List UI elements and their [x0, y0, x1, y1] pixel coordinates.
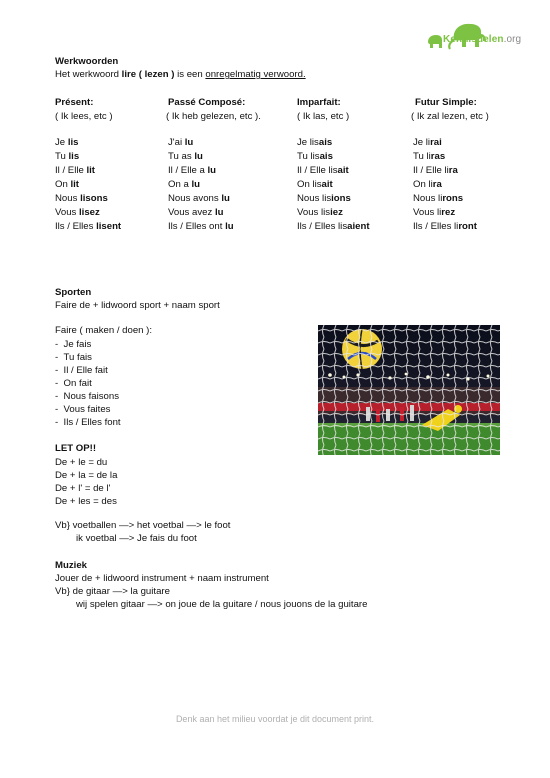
conj-row: [413, 150, 477, 164]
conjugation-futur-simple: [413, 136, 477, 234]
list-item-text: Il / Elle fait: [63, 365, 108, 376]
letop-heading: LET OP!!: [55, 443, 97, 454]
conj-ending: lis: [67, 137, 79, 148]
tense-example-futur-simple: ( Ik zal lezen, etc ): [411, 111, 489, 122]
conj-row: [55, 164, 121, 178]
soccer-photo: [318, 325, 500, 455]
conj-row: [413, 164, 477, 178]
conj-ending: lit: [70, 179, 79, 190]
conj-row: [413, 220, 477, 234]
sporten-rule: Faire de + lidwoord sport + naam sport: [55, 300, 220, 311]
intro-underlined: onregelmatig verwoord.: [205, 69, 306, 80]
conj-row: [297, 136, 370, 150]
list-item: - On fait: [55, 378, 92, 389]
list-item-text: Nous faisons: [63, 391, 119, 402]
conj-prefix: Ils / Elles: [55, 221, 97, 232]
faire-label: Faire ( maken / doen ):: [55, 325, 153, 336]
conj-ending: lisent: [96, 221, 122, 232]
conj-row: [55, 136, 121, 150]
conj-row: [168, 206, 234, 220]
conj-row: [297, 178, 370, 192]
conjugation-passe-compose: [168, 136, 234, 234]
conj-ending: aient: [347, 221, 370, 232]
footer-note: Denk aan het milieu voordat je dit document print.: [175, 714, 375, 724]
conj-ending: lu: [225, 221, 234, 232]
conj-prefix: Il / Elle: [55, 165, 87, 176]
conj-prefix: Nous avons: [168, 193, 222, 204]
logo-tld: .org: [503, 34, 522, 45]
conj-prefix: On lis: [297, 179, 322, 190]
list-item: De + les = des: [55, 496, 117, 507]
conj-prefix: On: [55, 179, 71, 190]
conj-ending: rez: [441, 207, 456, 218]
conj-ending: rons: [442, 193, 464, 204]
conj-prefix: J'ai: [168, 137, 185, 148]
list-item: De + le = du: [55, 457, 108, 468]
list-item: De + l' = de l': [55, 483, 111, 494]
tense-example-present: ( Ik lees, etc ): [55, 111, 113, 122]
conj-ending: lis: [68, 151, 80, 162]
muziek-example-2: wij spelen gitaar —> on joue de la guitare / nous jouons de la guitare: [76, 599, 368, 610]
list-item-text: Tu fais: [63, 352, 92, 363]
tense-name-passe-compose: Passé Composé:: [168, 97, 246, 108]
muziek-rule: Jouer de + lidwoord instrument + naam instrument: [55, 573, 269, 584]
conj-prefix: Tu as: [168, 151, 195, 162]
conj-prefix: Tu: [55, 151, 69, 162]
conj-prefix: Vous avez: [168, 207, 215, 218]
conj-ending: ais: [319, 151, 333, 162]
conj-ending: lu: [191, 179, 200, 190]
soccer-goal-image: [318, 325, 500, 455]
conj-prefix: Vous li: [413, 207, 442, 218]
faire-conjugation-list: [55, 338, 121, 429]
conj-ending: lisez: [79, 207, 100, 218]
conj-row: [413, 206, 477, 220]
conj-row: [297, 220, 370, 234]
intro-verb: lire ( lezen ): [121, 69, 175, 80]
intro-pre: Het werkwoord: [55, 69, 122, 80]
conj-prefix: Nous li: [413, 193, 443, 204]
conj-ending: lu: [194, 151, 203, 162]
conj-ending: ra: [432, 179, 442, 190]
conj-row: [55, 220, 121, 234]
list-item: - Je fais: [55, 339, 92, 350]
conj-prefix: Nous lis: [297, 193, 332, 204]
list-item: - Vous faites: [55, 404, 111, 415]
conj-row: [297, 164, 370, 178]
list-item: - Nous faisons: [55, 391, 119, 402]
conj-ending: ais: [318, 137, 333, 148]
conj-prefix: On li: [413, 179, 433, 190]
list-item-text: Je fais: [63, 339, 92, 350]
conj-row: [168, 164, 234, 178]
intro-mid: is een: [174, 69, 206, 80]
conjugation-present: [55, 136, 121, 234]
list-item-text: Vous faites: [63, 404, 111, 415]
muziek-heading: Muziek: [55, 560, 87, 571]
conj-prefix: Je lis: [297, 137, 319, 148]
conj-ending: ions: [331, 193, 351, 204]
conj-row: [168, 150, 234, 164]
conj-ending: iez: [330, 207, 343, 218]
conj-row: [297, 192, 370, 206]
conj-row: [168, 220, 234, 234]
conj-prefix: Il / Elle lis: [297, 165, 338, 176]
tense-name-present: Présent:: [55, 97, 94, 108]
tense-example-imparfait: ( Ik las, etc ): [297, 111, 350, 122]
sporten-heading: Sporten: [55, 287, 92, 298]
conj-prefix: Je li: [413, 137, 431, 148]
conj-prefix: On a: [168, 179, 192, 190]
conj-row: [413, 178, 477, 192]
muziek-example-1: Vb} de gitaar —> la guitare: [55, 586, 170, 597]
list-item-text: Ils / Elles font: [63, 417, 121, 428]
logo-brand: Kennisdelen: [443, 34, 504, 45]
conj-ending: ait: [321, 179, 333, 190]
conj-ending: ront: [458, 221, 477, 232]
tense-example-passe-compose: ( Ik heb gelezen, etc ).: [166, 111, 261, 122]
conj-prefix: Ils / Elles li: [413, 221, 459, 232]
conj-ending: lisons: [80, 193, 108, 204]
conj-ending: ait: [337, 165, 349, 176]
conj-ending: lu: [207, 165, 216, 176]
conjugation-imparfait: [297, 136, 370, 234]
list-item: - Il / Elle fait: [55, 365, 108, 376]
logo-text: [443, 34, 521, 45]
conj-prefix: Il / Elle li: [413, 165, 449, 176]
conj-ending: lu: [184, 137, 194, 148]
conj-prefix: Tu lis: [297, 151, 320, 162]
conj-row: [297, 206, 370, 220]
conj-prefix: Il / Elle a: [168, 165, 208, 176]
conj-row: [413, 192, 477, 206]
conj-ending: rai: [430, 137, 442, 148]
conj-prefix: Ils / Elles ont: [168, 221, 226, 232]
conj-row: [55, 150, 121, 164]
conj-ending: lu: [221, 193, 230, 204]
conj-row: [55, 178, 121, 192]
conj-prefix: Vous: [55, 207, 80, 218]
list-item-text: On fait: [63, 378, 92, 389]
conj-ending: lit: [86, 165, 95, 176]
conj-row: [413, 136, 477, 150]
sporten-example-1: Vb} voetballen —> het voetbal —> le foot: [55, 520, 231, 531]
conj-row: [55, 206, 121, 220]
conj-row: [168, 192, 234, 206]
werkwoorden-intro: [55, 69, 306, 81]
conj-row: [297, 150, 370, 164]
conj-ending: lu: [214, 207, 224, 218]
conj-row: [55, 192, 121, 206]
list-item: - Tu fais: [55, 352, 92, 363]
conj-prefix: Je: [55, 137, 68, 148]
sporten-example-2: ik voetbal —> Je fais du foot: [76, 533, 197, 544]
conj-prefix: Vous lis: [297, 207, 331, 218]
conj-ending: ra: [448, 165, 458, 176]
conj-prefix: Nous: [55, 193, 81, 204]
tense-name-futur-simple: Futur Simple:: [415, 97, 477, 108]
tense-name-imparfait: Imparfait:: [297, 97, 341, 108]
contractions-list: [55, 456, 117, 508]
conj-prefix: Ils / Elles lis: [297, 221, 348, 232]
list-item: - Ils / Elles font: [55, 417, 121, 428]
conj-row: [168, 178, 234, 192]
list-item: De + la = de la: [55, 470, 118, 481]
werkwoorden-heading: Werkwoorden: [55, 56, 119, 67]
conj-ending: ras: [430, 151, 446, 162]
conj-prefix: Tu li: [413, 151, 431, 162]
conj-row: [168, 136, 234, 150]
